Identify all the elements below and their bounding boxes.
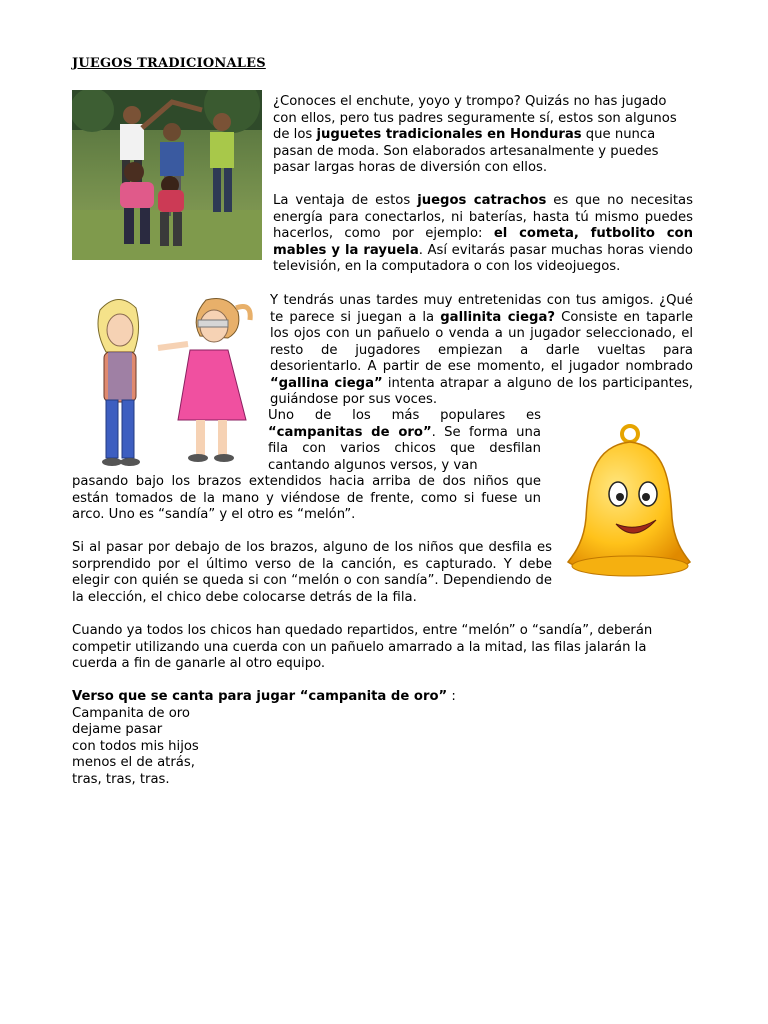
campanitas-paragraph-top: Uno de los más populares es “campanitas de oro”. Se forma una fila con varios chicos que desfilan cantando algunos versos, y van: [268, 408, 541, 473]
verse-section: [72, 689, 694, 788]
verse-heading: Verso que se canta para jugar “campanita de oro” :: [72, 689, 456, 704]
children-playing-photo: [72, 90, 262, 260]
teams-paragraph: Cuando ya todos los chicos han quedado repartidos, entre “melón” o “sandía”, deberán competir utilizando una cuerda con un pañuelo amarrado a la mitad, las filas jalarán la cuerda a fin de ganarle al otro equipo.: [72, 623, 653, 671]
verse-line: tras, tras, tras.: [72, 771, 170, 787]
gallinita-ciega-illustration: [78, 290, 256, 470]
verse-line: menos el de atrás,: [72, 755, 195, 770]
capture-paragraph: Si al pasar por debajo de los brazos, alguno de los niños que desfila es sorprendido por el último verso de la canción, es capturado. Y debe elegir con quién se queda si con “melón o con sandía”. Dependiendo de la elección, el chico debe colocarse detrás de la fila.: [72, 540, 552, 605]
bell-illustration: [562, 422, 694, 582]
advantages-paragraph: La ventaja de estos juegos catrachos es que no necesitas energía para conectarlos, ni baterías, hasta tú mismo puedes hacerlos, como por ejemplo: el cometa, futbolito con mables y la rayuela. Así evitarás pasar muchas horas viendo televisión, en la computadora o con los videojuegos.: [273, 193, 693, 274]
verse-line: Campanita de oro: [72, 705, 190, 721]
verse-line: dejame pasar: [72, 722, 163, 737]
gallinita-ciega-paragraph: Y tendrás unas tardes muy entretenidas con tus amigos. ¿Qué te parece si juegan a la gallinita ciega? Consiste en taparle los ojos con un pañuelo o venda a un jugador seleccionado, el resto de jugadores empiezan a darle vueltas para desorientarlo. A partir de ese momento, el jugador nombrado “gallina ciega” intenta atrapar a alguno de los participantes, guiándose por sus voces.: [270, 293, 694, 407]
intro-paragraph: ¿Conoces el enchute, yoyo y trompo? Quizás no has jugado con ellos, pero tus padres seguramente sí, estos son algunos de los juguetes tradicionales en Honduras que nunca pasan de moda. Son elaborados artesanalmente y puedes pasar largas horas de diversión con ellos.: [273, 94, 677, 175]
campanitas-paragraph-bottom: pasando bajo los brazos extendidos hacia arriba de dos niños que están tomados de la mano y viéndose de frente, como si fuese un arco. Uno es “sandía” y el otro es “melón”.: [72, 474, 541, 522]
verse-line: con todos mis hijos: [72, 738, 199, 754]
document-title: JUEGOS TRADICIONALES: [72, 56, 266, 71]
